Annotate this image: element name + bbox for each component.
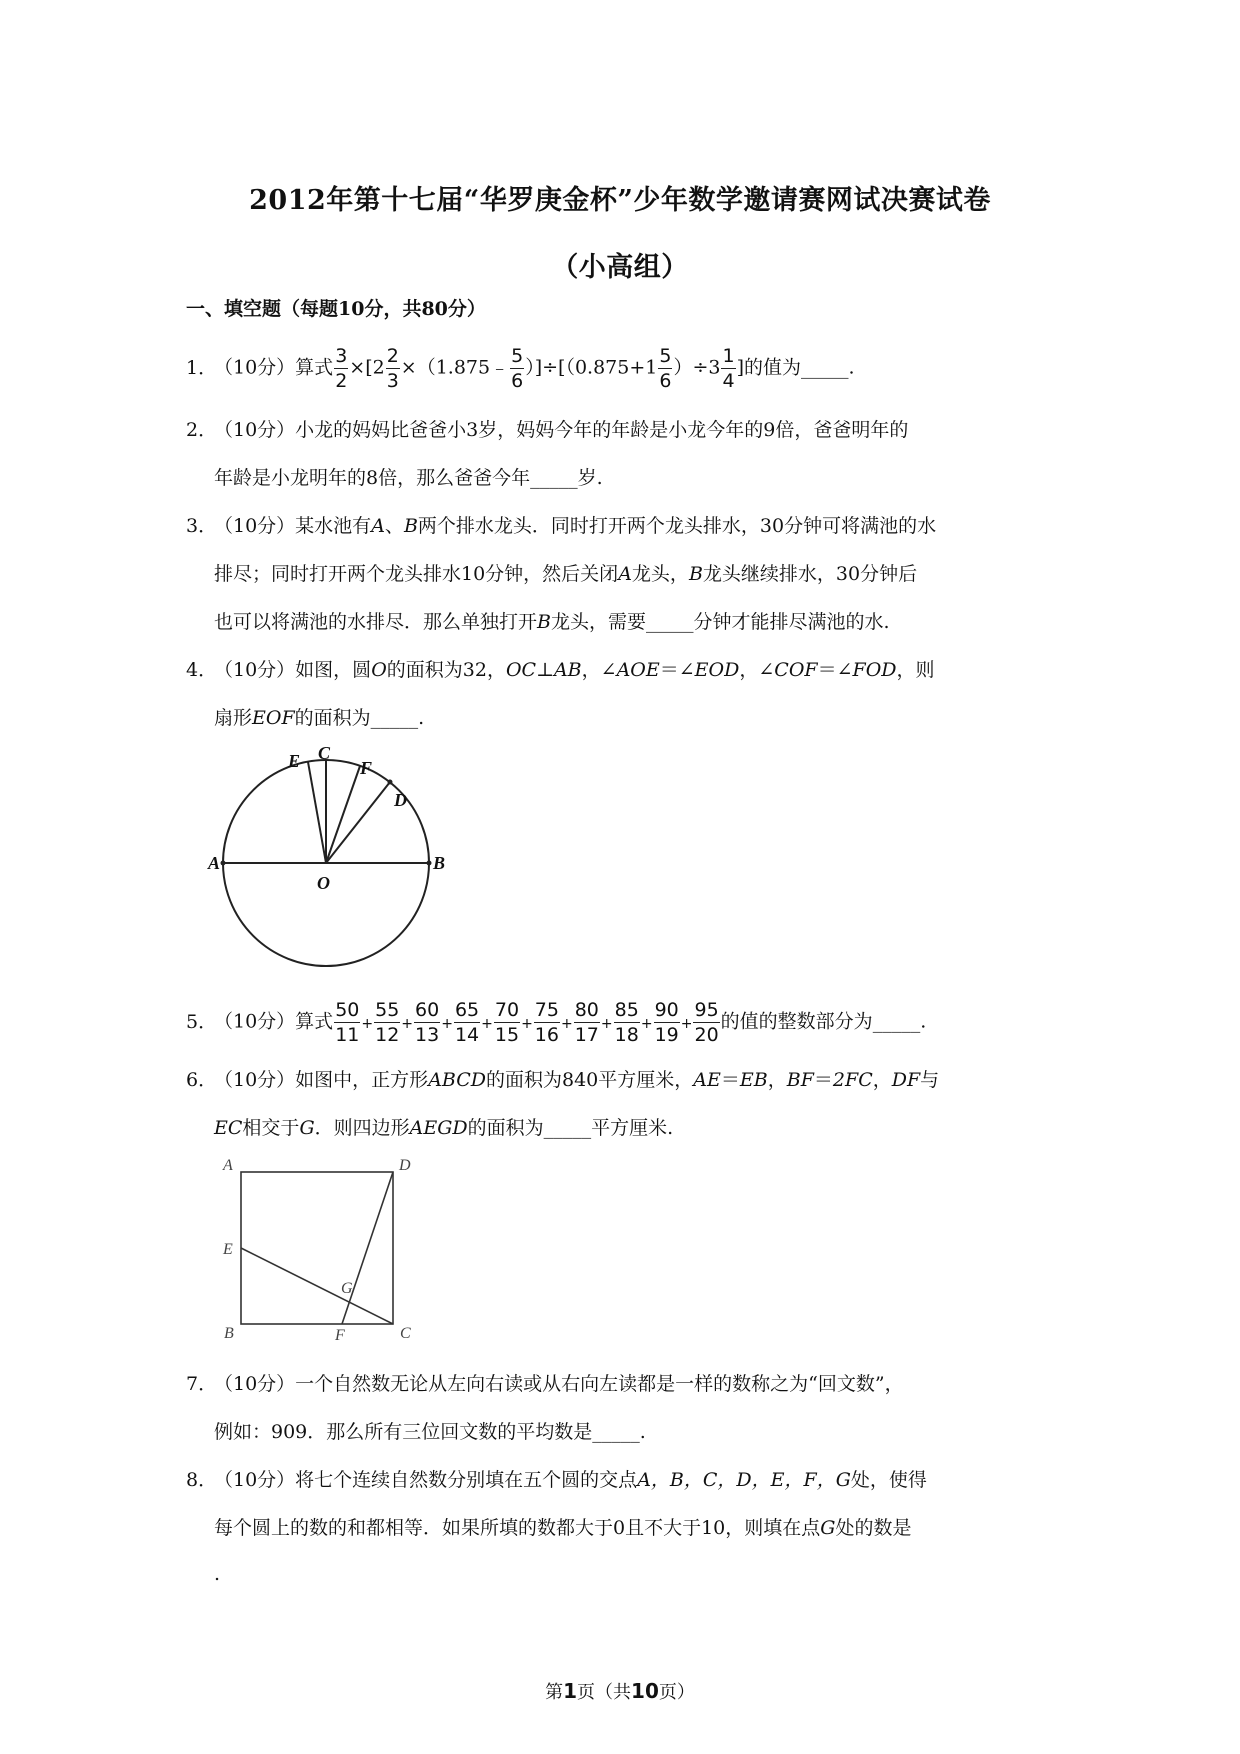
problem-number: 5．	[186, 1010, 218, 1033]
math-var: G	[820, 1517, 836, 1539]
page-total: 10	[631, 1679, 659, 1703]
label-E: E	[223, 1241, 233, 1258]
problem-text: （10分）如图中，正方形	[214, 1069, 429, 1091]
problem-5	[186, 998, 926, 1047]
numerator: 80	[574, 999, 599, 1021]
problem-text: ，则	[896, 659, 935, 681]
problem-number: 4．	[186, 659, 218, 681]
fraction	[654, 998, 680, 1047]
problem-text: 龙头，需要	[550, 611, 646, 633]
math-var: ∠AOE	[600, 659, 660, 681]
problem-text: ×（1.875﹣	[400, 356, 510, 379]
fraction	[658, 344, 672, 393]
problem-text: 也可以将满池的水排尽．那么单独打开	[214, 611, 538, 633]
label-E: E	[288, 751, 301, 771]
problem-7-line-2	[214, 1418, 646, 1446]
fraction	[574, 998, 600, 1047]
problem-text: .	[214, 1563, 221, 1585]
math-var: B	[403, 515, 418, 537]
numerator: 60	[415, 999, 440, 1021]
label-O: O	[317, 873, 330, 893]
numerator: 1	[722, 345, 735, 367]
problem-text: ）÷3	[673, 356, 721, 379]
problem-text: （10分）小龙的妈妈比爸爸小3岁，妈妈今年的年龄是小龙今年的9倍，爸爸明年的	[214, 419, 909, 441]
answer-blank: _____	[872, 1010, 921, 1033]
problem-text: （10分）如图，圆	[214, 659, 372, 681]
problem-text: 排尽；同时打开两个龙头排水10分钟，然后关闭	[214, 563, 619, 585]
math-var: EC	[214, 1117, 243, 1139]
fraction	[454, 998, 480, 1047]
problem-text: .	[920, 1010, 927, 1033]
problem-text: 、	[384, 515, 404, 537]
numerator: 55	[375, 999, 400, 1021]
math-symbol: ⊥	[536, 659, 554, 681]
math-var: EOF	[252, 707, 295, 729]
denominator: 19	[654, 1024, 679, 1046]
problem-3-line-2	[214, 560, 917, 588]
math-var: AE	[693, 1069, 721, 1091]
problem-7-line-1	[186, 1370, 904, 1398]
plus-sign: +	[361, 1015, 374, 1032]
problem-4-line-2	[214, 704, 424, 732]
problem-text: 的面积为	[467, 1117, 544, 1139]
fraction	[721, 344, 735, 393]
label-C: C	[400, 1325, 411, 1342]
problem-3-line-1	[186, 512, 936, 540]
section-heading: 一、填空题（每题10分，共80分）	[186, 298, 486, 320]
footer-text: 第	[545, 1682, 564, 1703]
numerator: 65	[454, 999, 480, 1021]
problem-text: ）]÷[（0.875+1	[525, 356, 658, 379]
fraction	[334, 344, 348, 393]
problem-2-line-1	[186, 416, 908, 444]
problem-text: ，	[767, 1069, 787, 1091]
math-var: A，B，C，D，E，F，G	[637, 1469, 851, 1491]
fraction	[614, 998, 640, 1047]
problem-text: 与	[920, 1069, 940, 1091]
label-F: F	[360, 758, 373, 778]
plus-sign: +	[600, 1015, 613, 1032]
math-var: AEGD	[409, 1117, 468, 1139]
problem-text: （10分）将七个连续自然数分别填在五个圆的交点	[214, 1469, 638, 1491]
problem-text: 每个圆上的数的和都相等．如果所填的数都大于0且不大于10，则填在点	[214, 1517, 821, 1539]
label-G: G	[341, 1280, 353, 1297]
fraction	[693, 998, 719, 1047]
math-var: A	[618, 563, 632, 585]
denominator: 17	[574, 1024, 599, 1046]
math-var: G	[299, 1117, 315, 1139]
title-line-2: （小高组）	[551, 252, 689, 283]
label-F: F	[335, 1327, 345, 1344]
problem-text: （10分）算式	[214, 1010, 334, 1033]
numerator: 90	[654, 999, 679, 1021]
problem-text: ，	[739, 659, 759, 681]
problem-text: .	[418, 707, 425, 729]
problem-number: 7．	[186, 1373, 218, 1395]
problem-number: 8．	[186, 1469, 218, 1491]
math-var: BF	[786, 1069, 814, 1091]
problem-1	[186, 344, 855, 393]
math-symbol: ＝	[813, 1069, 833, 1091]
problem-text: （10分）某水池有	[214, 515, 372, 537]
denominator: 4	[722, 370, 735, 392]
problem-text: 例如：909．那么所有三位回文数的平均数是	[214, 1421, 593, 1443]
answer-blank: _____	[801, 356, 849, 379]
label-C: C	[318, 743, 331, 763]
problem-text: .	[639, 1421, 646, 1443]
denominator: 16	[534, 1024, 559, 1046]
problem-text: 平方厘米.	[591, 1117, 674, 1139]
fraction	[494, 998, 520, 1047]
problem-text: .	[848, 356, 855, 379]
math-symbol: ＝	[817, 659, 837, 681]
plus-sign: +	[560, 1015, 573, 1032]
answer-blank: _____	[370, 707, 419, 729]
math-var: B	[537, 611, 551, 633]
problem-text: 两个排水龙头．同时打开两个龙头排水，30分钟可将满池的水	[417, 515, 937, 537]
numerator: 70	[494, 999, 520, 1021]
label-B: B	[224, 1325, 234, 1342]
problem-2-line-2	[214, 464, 603, 492]
denominator: 2	[335, 370, 348, 392]
math-symbol: ＝	[659, 659, 679, 681]
label-B: B	[433, 853, 446, 873]
denominator: 6	[511, 370, 524, 392]
problem-number: 2．	[186, 419, 218, 441]
numerator: 5	[659, 345, 672, 367]
math-var: O	[371, 659, 387, 681]
problem-text: 分钟才能排尽满池的水.	[693, 611, 890, 633]
numerator: 50	[335, 999, 360, 1021]
title-line-1: 2012年第十七届“华罗庚金杯”少年数学邀请赛网试决赛试卷	[249, 185, 991, 216]
denominator: 6	[659, 370, 672, 392]
denominator: 15	[494, 1024, 520, 1046]
label-A: A	[223, 1157, 233, 1174]
problem-text: ]的值为	[736, 356, 801, 379]
problem-text: 扇形	[214, 707, 253, 729]
problem-number: 3．	[186, 515, 218, 537]
problem-text: ×[2	[349, 356, 385, 379]
plus-sign: +	[481, 1015, 493, 1032]
plus-sign: +	[401, 1015, 414, 1032]
denominator: 20	[694, 1024, 719, 1046]
fraction	[534, 998, 560, 1047]
problem-text: 龙头，	[631, 563, 689, 585]
answer-blank: _____	[592, 1421, 640, 1443]
math-var: DF	[891, 1069, 921, 1091]
label-A: A	[208, 853, 221, 873]
problem-text: 岁.	[577, 467, 603, 489]
denominator: 13	[415, 1024, 440, 1046]
numerator: 85	[614, 999, 639, 1021]
page-number: 1	[563, 1679, 578, 1703]
footer-text: 页（共	[577, 1682, 632, 1703]
plus-sign: +	[680, 1015, 693, 1032]
numerator: 3	[335, 345, 348, 367]
problem-number: 6．	[186, 1069, 218, 1091]
square-figure	[215, 1152, 425, 1342]
fraction	[334, 998, 360, 1047]
footer-text: 页）	[658, 1682, 695, 1703]
math-var: ∠FOD	[836, 659, 897, 681]
page-footer	[0, 1678, 1240, 1704]
fraction	[414, 998, 440, 1047]
answer-blank: _____	[543, 1117, 592, 1139]
fraction	[374, 998, 400, 1047]
problem-text: （10分）一个自然数无论从左向右读或从右向左读都是一样的数称之为“回文数”，	[214, 1373, 904, 1395]
numerator: 75	[534, 999, 559, 1021]
answer-blank: _____	[646, 611, 694, 633]
numerator: 5	[511, 345, 524, 367]
problem-text: 龙头继续排水，30分钟后	[702, 563, 918, 585]
problem-4-line-1	[186, 656, 935, 684]
math-var: B	[688, 563, 703, 585]
numerator: 2	[386, 345, 399, 367]
problem-text: ．则四边形	[314, 1117, 410, 1139]
math-var: OC	[505, 659, 537, 681]
denominator: 14	[454, 1024, 480, 1046]
fraction	[386, 344, 400, 393]
problem-3-line-3	[214, 608, 890, 636]
problem-8-line-3	[214, 1560, 220, 1588]
problem-text: 的值的整数部分为	[720, 1010, 873, 1033]
plus-sign: +	[441, 1015, 453, 1032]
denominator: 3	[386, 370, 399, 392]
math-var: ∠COF	[758, 659, 818, 681]
problem-text: 的面积为32，	[386, 659, 506, 681]
problem-text: 的面积为	[294, 707, 371, 729]
problem-text: （10分）算式	[214, 356, 334, 379]
math-var: A	[371, 515, 385, 537]
problem-6-line-2	[214, 1114, 673, 1142]
math-var: EB	[739, 1069, 768, 1091]
problem-text: 相交于	[242, 1117, 300, 1139]
circle-figure	[210, 745, 450, 975]
answer-blank: _____	[530, 467, 578, 489]
label-D: D	[399, 1157, 411, 1174]
problem-text: ，	[581, 659, 601, 681]
problem-8-line-2	[214, 1514, 911, 1542]
math-var: ∠EOD	[678, 659, 740, 681]
fraction	[510, 344, 524, 393]
label-D: D	[394, 790, 407, 810]
problem-6-line-1	[186, 1066, 939, 1094]
math-symbol: ＝	[720, 1069, 740, 1091]
fraction-sum	[333, 999, 720, 1046]
problem-text: 年龄是小龙明年的8倍，那么爸爸今年	[214, 467, 531, 489]
denominator: 12	[375, 1024, 400, 1046]
problem-8-line-1	[186, 1466, 927, 1494]
problem-number: 1．	[186, 356, 218, 379]
problem-text: 处的数是	[835, 1517, 912, 1539]
problem-text: ，	[872, 1069, 892, 1091]
numerator: 95	[694, 999, 719, 1021]
problem-text: 处，使得	[850, 1469, 927, 1491]
math-var: 2FC	[832, 1069, 873, 1091]
plus-sign: +	[521, 1015, 533, 1032]
plus-sign: +	[640, 1015, 653, 1032]
math-var: AB	[553, 659, 582, 681]
math-var: ABCD	[428, 1069, 486, 1091]
denominator: 11	[335, 1024, 360, 1046]
denominator: 18	[614, 1024, 639, 1046]
problem-text: 的面积为840平方厘米，	[486, 1069, 694, 1091]
